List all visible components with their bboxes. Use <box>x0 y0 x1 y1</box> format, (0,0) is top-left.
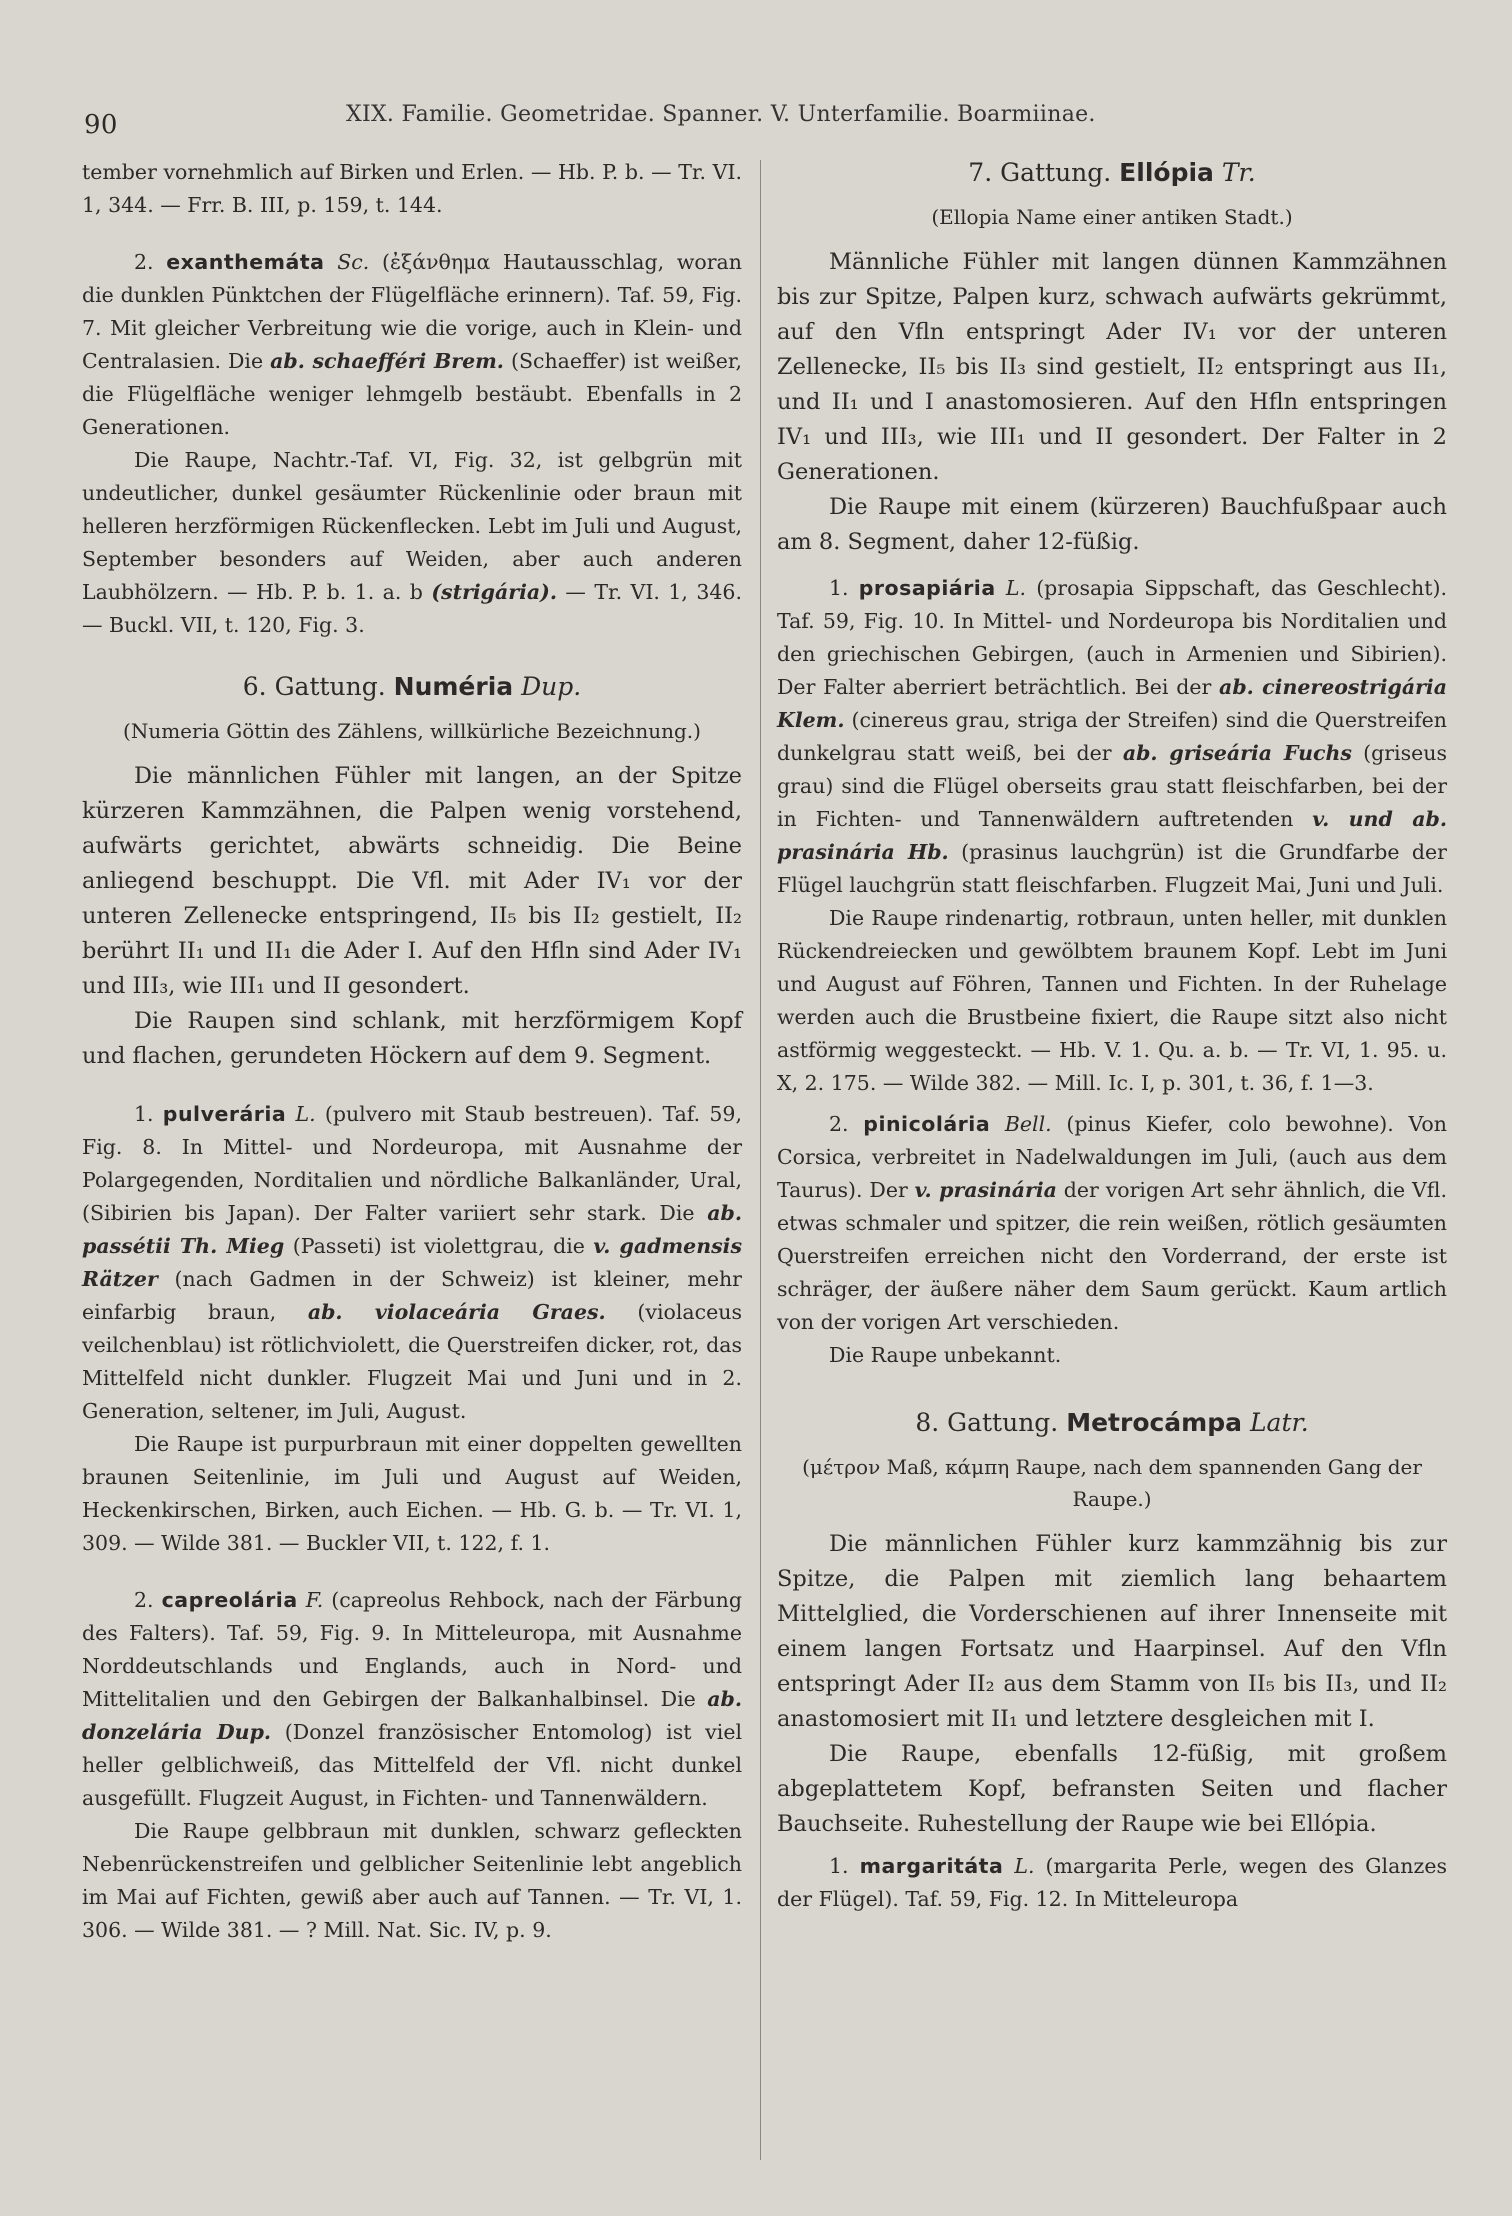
larva-description: Die Raupe, Nachtr.-Taf. VI, Fig. 32, ist gelbgrün mit undeutlicher, dunkel gesäumter Rückenlinie oder braun mit helleren herzförmigen Rückenflecken. Lebt im Juli und August, September besonders auf Weiden, aber auch anderen Laubhölzern. — Hb. P. b. 1. a. b (strigária). — Tr. VI. 1, 346. — Buckl. VII, t. 120, Fig. 3. <box>82 448 742 637</box>
larva-description: Die Raupe unbekannt. <box>829 1343 1062 1367</box>
species-name: margaritáta <box>859 1854 1004 1878</box>
running-title: XIX. Familie. Geometridae. Spanner. V. Unterfamilie. Boarmiinae. <box>346 102 1096 127</box>
aberration-name: ab. cinereostrigária Klem. <box>777 675 1447 732</box>
species-author: Sc. <box>337 250 370 274</box>
species-entry-pulveraria: 1. pulverária L. (pulvero mit Staub bestreuen). Taf. 59, Fig. 8. In Mittel- und Nordeuropa, mit Ausnahme der Polargegenden, Norditalien und nördliche Balkanländer, Ural, (Sibirien bis Japan). Der Falter variiert sehr stark. Die ab. passétii Th. Mieg (Passeti) ist violettgrau, die v. gadmensis Rätzer (nach Gadmen in der Schweiz) ist kleiner, mehr einfarbig braun, ab. violaceária Graes. (violaceus veilchenblau) ist rötlichviolett, die Querstreifen dicker, rot, das Mittelfeld nicht dunkler. Flugzeit Mai und Juni und in 2. Generation, seltener, im Juli, August. <box>82 1102 742 1423</box>
species-entry-pinicolaria: 2. pinicolária Bell. (pinus Kiefer, colo bewohne). Von Corsica, verbreitet in Nadelwaldungen im Juli, (auch aus dem Taurus). Der v. prasinária der vorigen Art sehr ähnlich, die Vfl. etwas schmaler und spitzer, die rein weißen, rötlich gesäumten Querstreifen erreichen nicht den Vorderrand, der erste ist schräger, der äußere näher dem Saum gerückt. Kaum artlich von der vorigen Art verschieden. <box>777 1112 1447 1334</box>
variety-name: v. und ab. prasinária Hb. <box>777 807 1447 864</box>
genus-etymology: (μέτρον Maß, κάμπη Raupe, nach dem spannenden Gang der Raupe.) <box>802 1455 1422 1511</box>
aberration-name: ab. donzelária Dup. <box>82 1687 742 1744</box>
right-column <box>777 156 1447 1916</box>
species-entry-exanthemata: 2. exanthemáta Sc. (ἐξάνθημα Hautausschlag, woran die dunklen Pünktchen der Flügelfläche erinnern). Taf. 59, Fig. 7. Mit gleicher Verbreitung wie die vorige, auch in Klein- und Centralasien. Die ab. schaefféri Brem. (Schaeffer) ist weißer, die Flügelfläche weniger lehmgelb bestäubt. Ebenfalls in 2 Generationen. <box>82 250 742 439</box>
genus-description: Die männlichen Fühler mit langen, an der Spitze kürzeren Kammzähnen, die Palpen wenig vorstehend, aufwärts gerichtet, abwärts schneidig. Die Beine anliegend beschuppt. Die Vfl. mit Ader IV₁ vor der unteren Zellenecke entspringend, II₅ bis II₂ gestielt, II₂ berührt II₁ und II₁ die Ader I. Auf den Hfln sind Ader IV₁ und III₃, wie III₁ und II gesondert. <box>82 763 742 999</box>
page-header <box>84 102 1464 142</box>
species-name: prosapiária <box>858 576 996 600</box>
species-author: F. <box>305 1588 324 1612</box>
species-name: exanthemáta <box>166 250 325 274</box>
column-divider <box>760 160 761 2160</box>
genus-larva-description: Die Raupen sind schlank, mit herzförmigem Kopf und flachen, gerundeten Höckern auf dem 9. Segment. <box>82 1008 742 1069</box>
genus-name: Metrocámpa <box>1066 1408 1242 1437</box>
genus-author: Dup. <box>521 672 582 701</box>
genus-larva-description: Die Raupe mit einem (kürzeren) Bauchfußpaar auch am 8. Segment, daher 12-füßig. <box>777 494 1447 555</box>
aberration-name: ab. passétii Th. Mieg <box>82 1201 742 1258</box>
genus-etymology: (Numeria Göttin des Zählens, willkürliche Bezeichnung.) <box>123 719 701 743</box>
larva-description: Die Raupe rindenartig, rotbraun, unten heller, mit dunklen Rückendreiecken und gewölbtem braunem Kopf. Lebt im Juni und August auf Föhren, Tannen und Fichten. In der Ruhelage werden auch die Brustbeine fixiert, die Raupe sitzt also nicht astförmig weggesteckt. — Hb. V. 1. Qu. a. b. — Tr. VI, 1. 95. u. X, 2. 175. — Wilde 382. — Mill. Ic. I, p. 301, t. 36, f. 1—3. <box>777 906 1447 1095</box>
aberration-name: ab. schaefféri Brem. <box>270 349 504 373</box>
paragraph-continuation: tember vornehmlich auf Birken und Erlen. — Hb. P. b. — Tr. VI. 1, 344. — Frr. B. III, p. 159, t. 144. <box>82 160 742 217</box>
species-name: pulverária <box>162 1102 287 1126</box>
genus-name: Ellópia <box>1119 158 1214 187</box>
species-author: L. <box>1014 1854 1035 1878</box>
genus-description: Männliche Fühler mit langen dünnen Kammzähnen bis zur Spitze, Palpen kurz, schwach aufwärts gekrümmt, auf den Vfln entspringt Ader IV₁ vor der unteren Zellenecke, II₅ bis II₃ sind gestielt, II₂ entspringt aus II₁, und II₁ und I anastomosieren. Auf den Hfln entspringen IV₁ und III₃, wie III₁ und II gesondert. Der Falter in 2 Generationen. <box>777 249 1447 485</box>
genus-larva-description: Die Raupe, ebenfalls 12-füßig, mit großem abgeplattetem Kopf, befransten Seiten und flacher Bauchseite. Ruhestellung der Raupe wie bei Ellópia. <box>777 1741 1447 1837</box>
page-number: 90 <box>84 110 118 140</box>
species-name: capreolária <box>161 1588 298 1612</box>
aberration-name: ab. violaceária Graes. <box>307 1300 606 1324</box>
genus-name: Numéria <box>393 672 514 701</box>
species-entry-capreolaria: 2. capreolária F. (capreolus Rehbock, nach der Färbung des Falters). Taf. 59, Fig. 9. In Mitteleuropa, mit Ausnahme Norddeutschlands und Englands, auch in Nord- und Mittelitalien und den Gebirgen der Balkanhalbinsel. Die ab. donzelária Dup. (Donzel französischer Entomolog) ist viel heller gelblichweiß, das Mittelfeld der Vfl. nicht dunkel ausgefüllt. Flugzeit August, in Fichten- und Tannenwäldern. <box>82 1588 743 1810</box>
genus-author: Tr. <box>1221 158 1256 187</box>
genus-heading-metrocampa: 8. Gattung. Metrocámpa Latr. <box>915 1408 1309 1437</box>
larva-description: Die Raupe gelbbraun mit dunklen, schwarz gefleckten Nebenrückenstreifen und gelblicher Seitenlinie lebt angeblich im Mai auf Fichten, gewiß aber auch auf Tannen. — Tr. VI, 1. 306. — Wilde 381. — ? Mill. Nat. Sic. IV, p. 9. <box>82 1819 742 1942</box>
genus-author: Latr. <box>1249 1408 1309 1437</box>
left-column <box>82 156 742 1947</box>
species-name: pinicolária <box>863 1112 991 1136</box>
species-entry-prosapiaria: 1. prosapiária L. (prosapia Sippschaft, das Geschlecht). Taf. 59, Fig. 10. In Mittel- und Nordeuropa bis Norditalien und den griechischen Gebirgen, (auch in Armenien und Sibirien). Der Falter aberriert beträchtlich. Bei der ab. cinereostrigária Klem. (cinereus grau, striga der Streifen) sind die Querstreifen dunkelgrau statt weiß, bei der ab. griseária Fuchs (griseus grau) sind die Flügel oberseits grau statt fleischfarben, bei der in Fichten- und Tannenwäldern auftretenden v. und ab. prasinária Hb. (prasinus lauchgrün) ist die Grundfarbe der Flügel lauchgrün statt fleischfarben. Flugzeit Mai, Juni und Juli. <box>777 576 1447 897</box>
species-author: L. <box>295 1102 316 1126</box>
genus-description: Die männlichen Fühler kurz kammzähnig bis zur Spitze, die Palpen mit ziemlich lang behaartem Mittelglied, die Vorderschienen auf ihrer Innenseite mit einem langen Fortsatz und Haarpinsel. Auf den Vfln entspringt Ader II₂ aus dem Stamm von II₅ bis II₃, und II₂ anastomosiert mit II₁ und letztere desgleichen mit I. <box>777 1531 1447 1732</box>
genus-etymology: (Ellopia Name einer antiken Stadt.) <box>931 205 1293 229</box>
variety-name: v. gadmensis Rätzer <box>82 1234 742 1291</box>
genus-heading-numeria: 6. Gattung. Numéria Dup. <box>242 672 582 701</box>
species-entry-margaritata: 1. margaritáta L. (margarita Perle, wegen des Glanzes der Flügel). Taf. 59, Fig. 12. In Mitteleuropa <box>777 1854 1447 1911</box>
variety-name: v. prasinária <box>914 1178 1057 1202</box>
genus-heading-ellopia: 7. Gattung. Ellópia Tr. <box>968 158 1256 187</box>
species-author: Bell. <box>1004 1112 1052 1136</box>
aberration-name: ab. griseária Fuchs <box>1122 741 1352 765</box>
larva-description: Die Raupe ist purpurbraun mit einer doppelten gewellten braunen Seitenlinie, im Juli und August auf Weiden, Heckenkirschen, Birken, auch Eichen. — Hb. G. b. — Tr. VI. 1, 309. — Wilde 381. — Buckler VII, t. 122, f. 1. <box>82 1432 742 1555</box>
species-author: L. <box>1005 576 1026 600</box>
